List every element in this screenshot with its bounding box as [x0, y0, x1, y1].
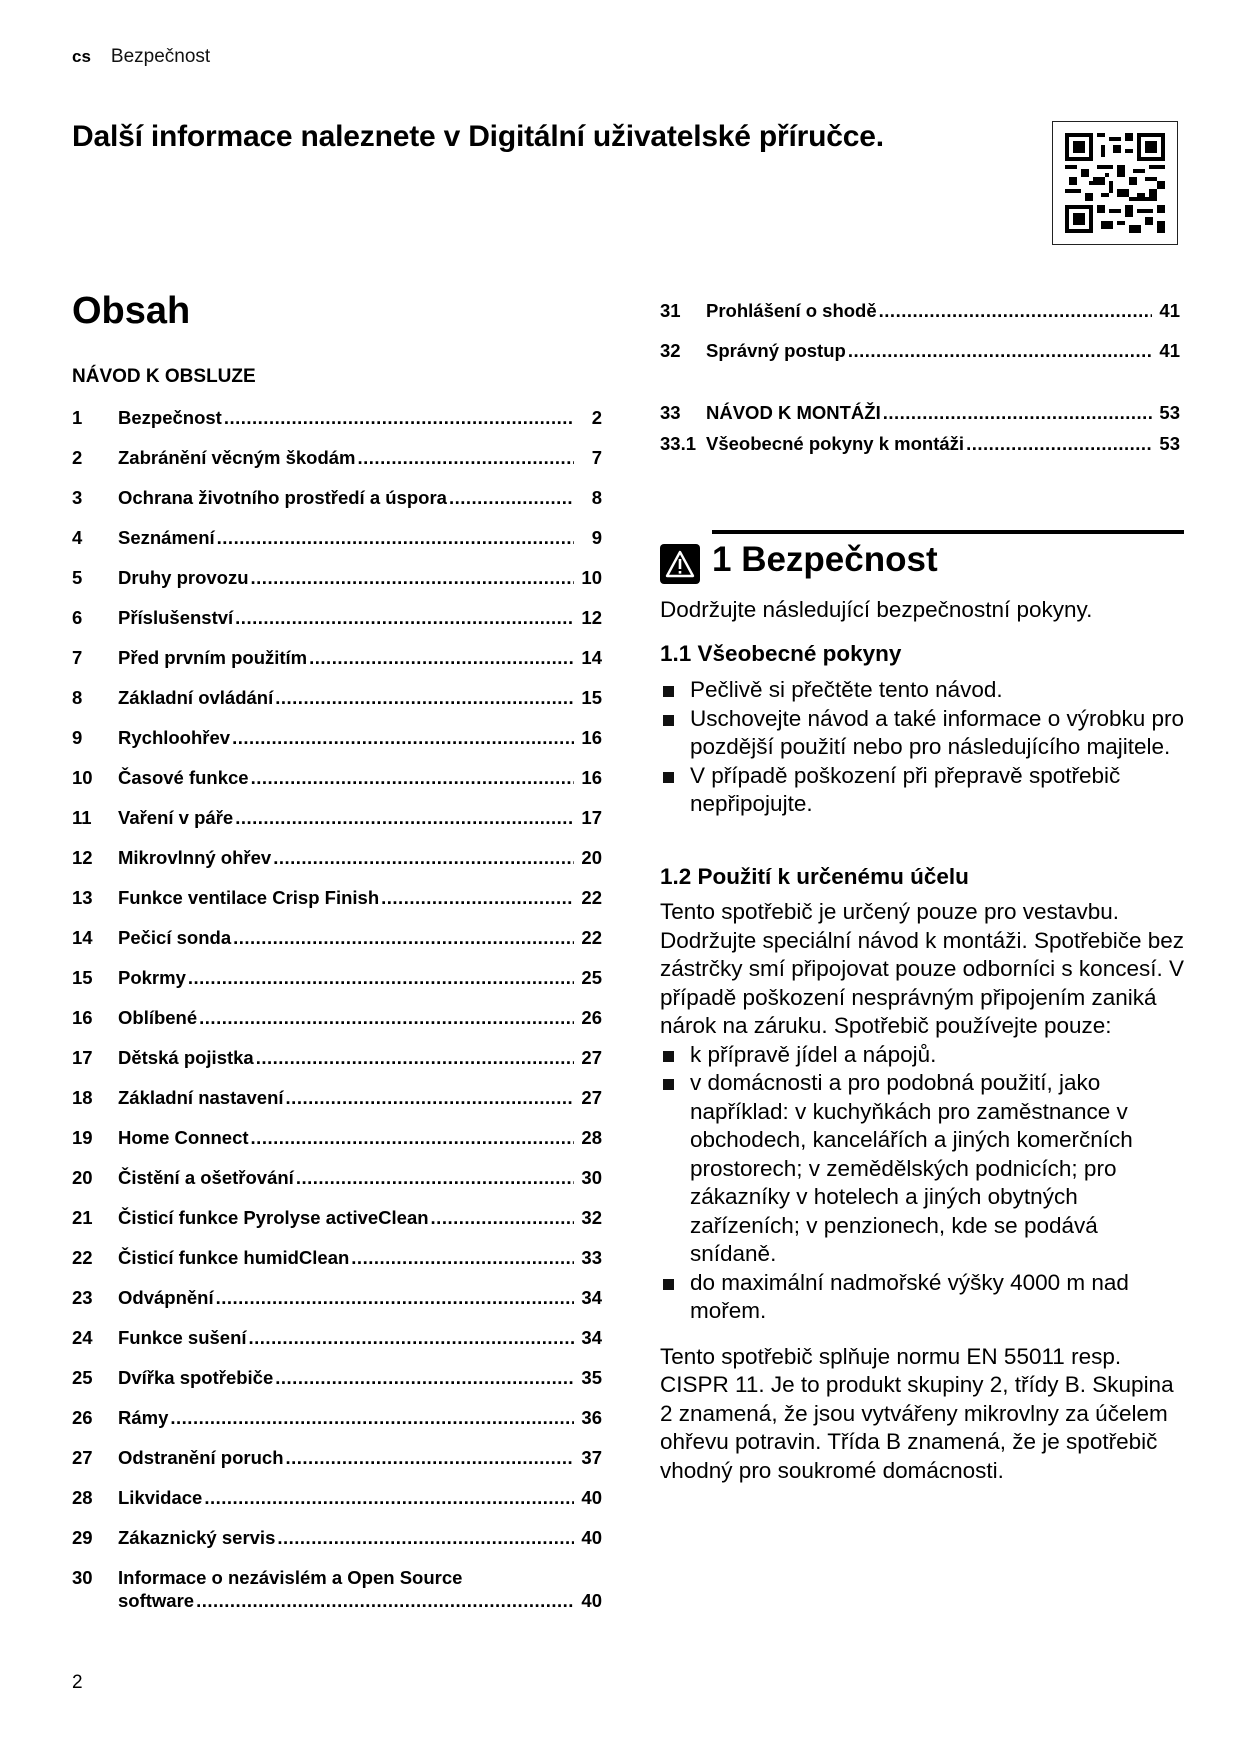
warning-icon: [660, 544, 700, 584]
toc-item[interactable]: 12 Mikrovlnný ohřev ..... 20: [72, 847, 602, 869]
toc-title: Obsah: [72, 290, 191, 332]
toc-item[interactable]: 25 Dvířka spotřebiče ..... 35: [72, 1367, 602, 1389]
bullet-item: k přípravě jídel a nápojů.: [660, 1041, 1190, 1070]
page-number: 2: [72, 1672, 83, 1693]
bullet-item: v domácnosti a pro podobná použití, jako například: v kuchyňkách pro zaměstnance v obchodech, kancelářích a jiných komerčních prostorech; v zemědělských podnicích; pro zákazníky v hotelech a jiných obytných zařízeních; v penzionech, kde se podává snídaně.: [660, 1069, 1190, 1269]
bullet-item: V případě poškození při přepravě spotřebič nepřipojujte.: [660, 762, 1190, 819]
toc-item[interactable]: 11 Vaření v páře ..... 17: [72, 807, 602, 829]
toc-item[interactable]: 8 Základní ovládání ..... 15: [72, 687, 602, 709]
toc-item[interactable]: 33.1 Všeobecné pokyny k montáži ..... 53: [660, 433, 1180, 455]
toc-item[interactable]: 17 Dětská pojistka ..... 27: [72, 1047, 602, 1069]
qr-code-icon[interactable]: [1052, 121, 1178, 245]
toc-item[interactable]: 33 NÁVOD K MONTÁŽI ..... 53: [660, 402, 1180, 424]
toc-item[interactable]: 22 Čisticí funkce humidClean ..... 33: [72, 1247, 602, 1269]
toc-item[interactable]: 10 Časové funkce ..... 16: [72, 767, 602, 789]
toc-item[interactable]: 20 Čistění a ošetřování ..... 30: [72, 1167, 602, 1189]
bullet-item: Pečlivě si přečtěte tento návod.: [660, 676, 1190, 705]
running-header: [72, 46, 210, 68]
toc-item[interactable]: 18 Základní nastavení ..... 27: [72, 1087, 602, 1109]
toc-item[interactable]: 15 Pokrmy ..... 25: [72, 967, 602, 989]
toc-subtitle: NÁVOD K OBSLUZE: [72, 366, 256, 387]
toc-item[interactable]: 16 Oblíbené ..... 26: [72, 1007, 602, 1029]
language-code: cs: [72, 47, 91, 66]
header-section: Bezpečnost: [110, 46, 211, 67]
toc-item[interactable]: 1 Bezpečnost ..... 2: [72, 407, 602, 429]
subsection-heading-1-2: 1.2 Použití k určenému účelu: [660, 864, 969, 889]
paragraph: Tento spotřebič splňuje normu EN 55011 resp. CISPR 11. Je to produkt skupiny 2, třídy B. Skupina 2 znamená, že jsou vytvářeny mikrovlny za účelem ohřevu potravin. Třída B znamená, že je spotřebič vhodný pro soukromé domácnosti.: [660, 1343, 1174, 1483]
section-title: 1 Bezpečnost: [712, 540, 938, 579]
toc-item[interactable]: 31 Prohlášení o shodě ..... 41: [660, 300, 1180, 322]
toc-item[interactable]: 7 Před prvním použitím ..... 14: [72, 647, 602, 669]
toc-item[interactable]: 19 Home Connect ..... 28: [72, 1127, 602, 1149]
toc-item[interactable]: 3 Ochrana životního prostředí a úspora ..... 8: [72, 487, 602, 509]
toc-item[interactable]: 6 Příslušenství ..... 12: [72, 607, 602, 629]
intro-text: Dodržujte následující bezpečnostní pokyny.: [660, 597, 1093, 622]
bullet-item: do maximální nadmořské výšky 4000 m nad mořem.: [660, 1269, 1190, 1326]
toc-item[interactable]: 24 Funkce sušení ..... 34: [72, 1327, 602, 1349]
toc-item[interactable]: 26 Rámy ..... 36: [72, 1407, 602, 1429]
toc-item[interactable]: 4 Seznámení ..... 9: [72, 527, 602, 549]
bullet-list-general: [660, 676, 1190, 819]
intended-use-text: [660, 898, 1190, 1485]
subsection-heading-1-1: 1.1 Všeobecné pokyny: [660, 641, 902, 666]
toc-item[interactable]: 29 Zákaznický servis ..... 40: [72, 1527, 602, 1549]
paragraph: Tento spotřebič je určený pouze pro vestavbu. Dodržujte speciální návod k montáži. Spotřebiče bez zástrčky smí připojovat pouze odborníci s koncesí. V případě poškození nesprávným připojením zaniká nárok na záruku. Spotřebič používejte pouze:: [660, 899, 1185, 1038]
toc-item[interactable]: 9 Rychloohřev ..... 16: [72, 727, 602, 749]
toc-item[interactable]: 28 Likvidace ..... 40: [72, 1487, 602, 1509]
toc-item[interactable]: 30 Informace o nezávislém a Open Source: [72, 1567, 463, 1588]
toc-item-continuation[interactable]: software ..... 40: [72, 1590, 602, 1612]
heading-rule: [712, 530, 1184, 534]
toc-item[interactable]: 21 Čisticí funkce Pyrolyse activeClean ..... 32: [72, 1207, 602, 1229]
toc-item[interactable]: 23 Odvápnění ..... 34: [72, 1287, 602, 1309]
bullet-item: Uschovejte návod a také informace o výrobku pro pozdější použití nebo pro následujícího majitele.: [660, 705, 1190, 762]
toc-item[interactable]: 13 Funkce ventilace Crisp Finish ..... 22: [72, 887, 602, 909]
qr-code-icon: [1065, 133, 1165, 233]
toc-item[interactable]: 2 Zabránění věcným škodám ..... 7: [72, 447, 602, 469]
toc-item[interactable]: 5 Druhy provozu ..... 10: [72, 567, 602, 589]
page-title: Další informace naleznete v Digitální uživatelské příručce.: [72, 120, 884, 153]
toc-item[interactable]: 27 Odstranění poruch ..... 37: [72, 1447, 602, 1469]
toc-item[interactable]: 14 Pečicí sonda ..... 22: [72, 927, 602, 949]
toc-item[interactable]: 32 Správný postup ..... 41: [660, 340, 1180, 362]
